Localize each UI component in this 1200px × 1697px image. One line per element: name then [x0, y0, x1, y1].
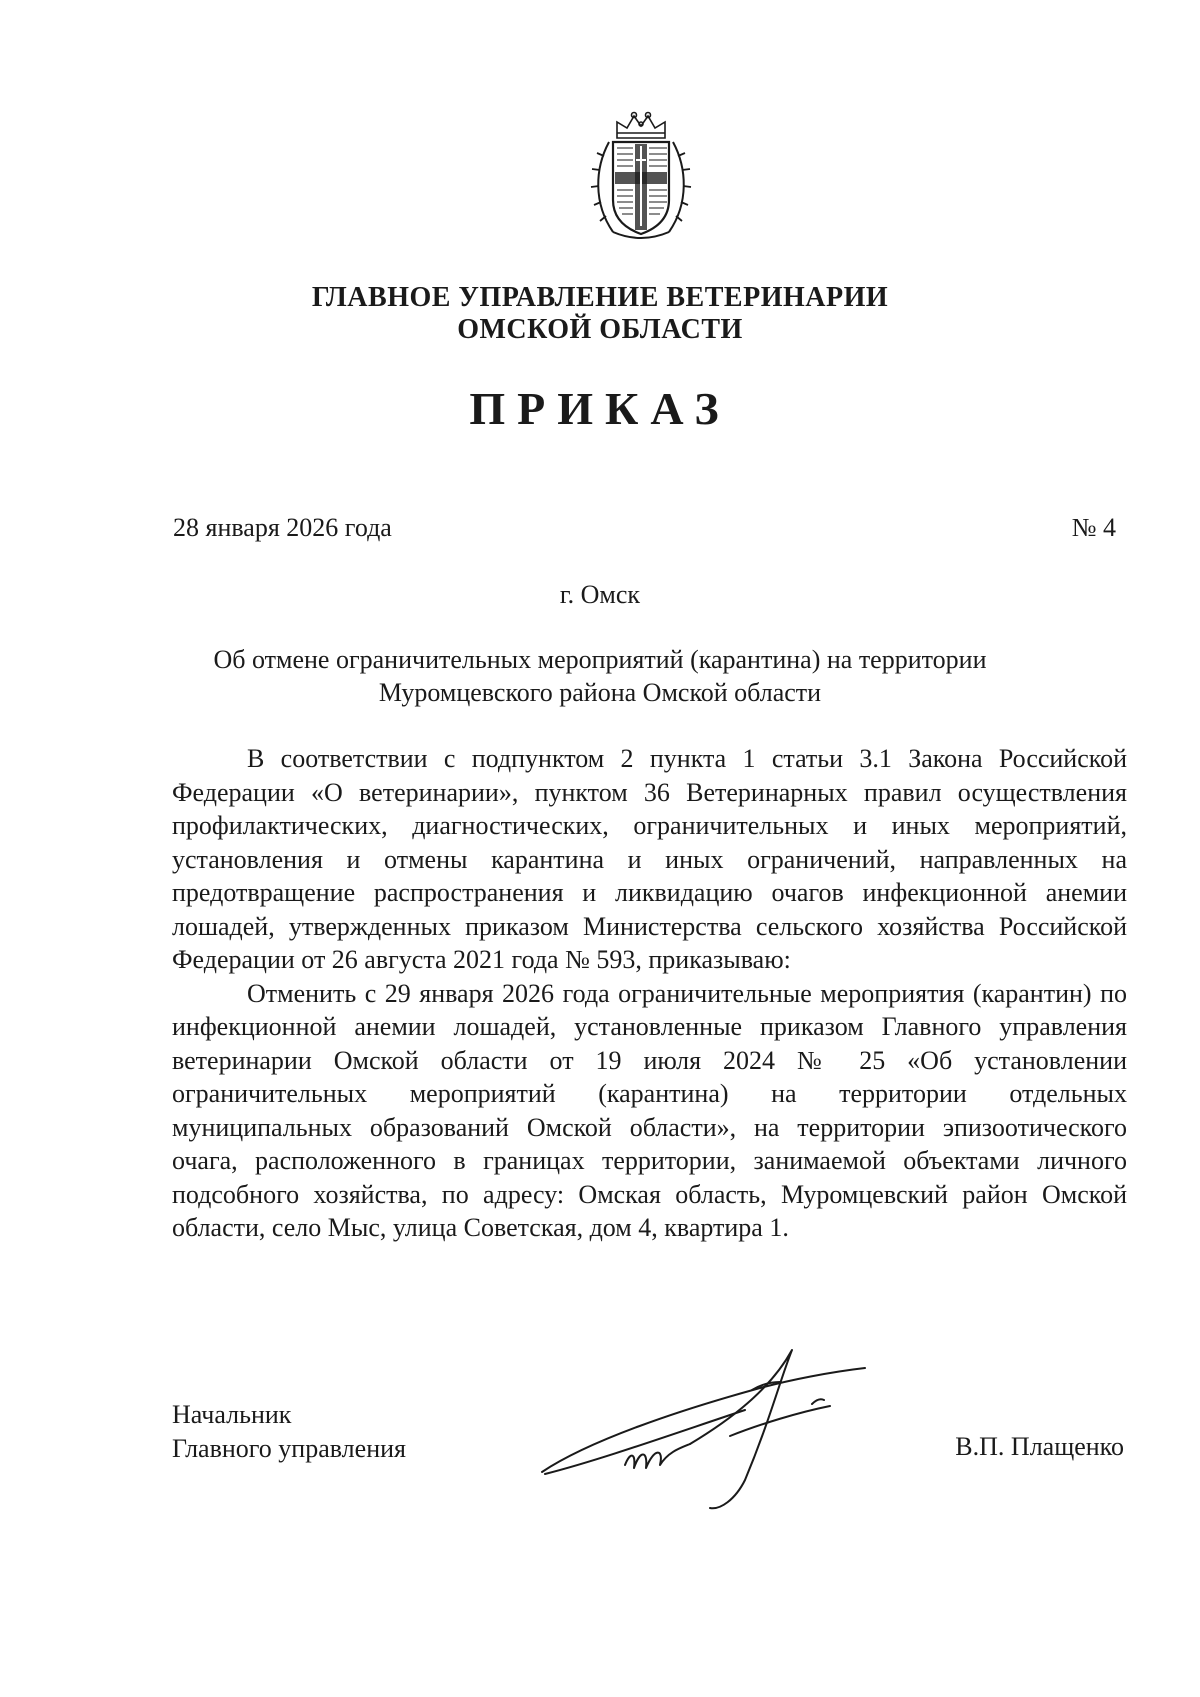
document-city: г. Омск [559, 580, 641, 609]
document-date: 28 января 2026 года [173, 513, 392, 542]
org-name-line-1: ГЛАВНОЕ УПРАВЛЕНИЕ ВЕТЕРИНАРИИ [311, 282, 889, 313]
body-paragraph-1: В соответствии с подпунктом 2 пункта 1 статьи 3.1 Закона Российской Федерации «О ветеринарии», пунктом 36 Ветеринарных правил осуществления профилактических, диагностических, ограничительных и иных мероприятий, установления и отмены карантина и иных ограничений, направленных на предотвращение распространения и ликвидацию очагов инфекционной анемии лошадей, утвержденных приказом Министерства сельского хозяйства Российской Федерации от 26 августа 2021 года № 593, приказываю: [172, 744, 1127, 974]
document-body [172, 742, 1127, 1245]
org-name-line-2: ОМСКОЙ ОБЛАСТИ [457, 314, 743, 345]
document-subject [150, 643, 1050, 709]
subject-line-1: Об отмене ограничительных мероприятий (карантина) на территории [213, 645, 987, 674]
signatory-name: В.П. Плащенко [955, 1432, 1124, 1461]
position-line-1: Начальник [172, 1400, 292, 1429]
signatory-position [172, 1398, 406, 1466]
document-type-title: ПРИКАЗ [469, 383, 731, 434]
omsk-coat-of-arms-icon [587, 108, 695, 246]
document-number: № 4 [1071, 513, 1116, 542]
body-paragraph-2: Отменить с 29 января 2026 года ограничительные мероприятия (карантин) по инфекционной анемии лошадей, установленные приказом Главного управления ветеринарии Омской области от 19 июля 2024 № 25 «Об установлении ограничительных мероприятий (карантина) на территории отдельных муниципальных образований Омской области», на территории эпизоотического очага, расположенного в границах территории, занимаемой объектами личного подсобного хозяйства, по адресу: Омская область, Муромцевский район Омской области, село Мыс, улица Советская, дом 4, квартира 1. [172, 978, 1127, 1242]
position-line-2: Главного управления [172, 1434, 406, 1463]
subject-line-2: Муромцевского района Омской области [378, 678, 822, 707]
handwritten-signature-icon [530, 1340, 880, 1530]
